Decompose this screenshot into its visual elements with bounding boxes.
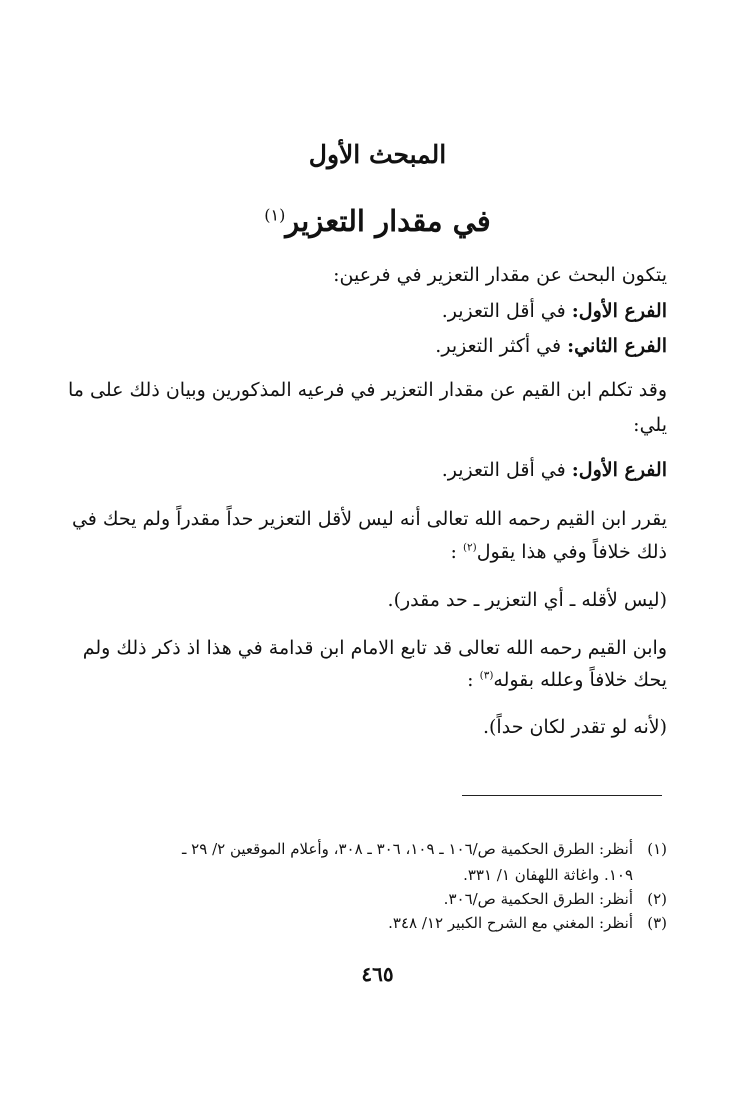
paragraph-3-line-2 <box>467 669 667 691</box>
chapter-subtitle <box>0 204 755 238</box>
branch-label: الفرع الأول: <box>571 459 667 481</box>
colon: : <box>467 669 474 691</box>
footnote-text: أنظر: المغني مع الشرح الكبير ١٢/ ٣٤٨. <box>388 914 633 932</box>
paragraph-3-line-1: وابن القيم رحمه الله تعالى قد تابع الامام ابن قدامة في هذا اذ ذكر ذلك ولم <box>82 637 667 659</box>
footnote-number: (٢) <box>647 890 667 908</box>
quote-2: (لأنه لو تقدر لكان حداً). <box>482 716 667 738</box>
footnote-number: (٣) <box>647 914 667 932</box>
footnote-2 <box>444 890 667 908</box>
footnote-divider <box>462 795 662 796</box>
branch-label: الفرع الثاني: <box>567 335 667 357</box>
paragraph-text: ذلك خلافاً وفي هذا يقول <box>476 541 667 563</box>
paragraph-2-line-1: يقرر ابن القيم رحمه الله تعالى أنه ليس لأقل التعزير حداً مقدراً ولم يحك في <box>71 508 667 530</box>
branch-item-2 <box>435 335 667 357</box>
section-title: المبحث الأول <box>308 140 447 169</box>
intro-line: يتكون البحث عن مقدار التعزير في فرعين: <box>333 264 667 286</box>
footnote-number: (١) <box>647 840 667 858</box>
footnote-text: أنظر: الطرق الحكمية ص/١٠٦ ـ ١٠٩، ٣٠٦ ـ ٣٠٨، وأعلام الموقعين ٢/ ٢٩ ـ <box>182 840 633 858</box>
subtitle-text: في مقدار التعزير <box>285 204 491 238</box>
footnote-ref-1: (١) <box>264 205 286 225</box>
footnote-1-line-2: ١٠٩. واغاثة اللهفان ١/ ٣٣١. <box>463 866 633 884</box>
branch-label: الفرع الأول: <box>571 300 667 322</box>
branch-text: في أقل التعزير. <box>441 459 566 481</box>
footnote-text: أنظر: الطرق الحكمية ص/٣٠٦. <box>443 890 633 908</box>
quote-1: (ليس لأقله ـ أي التعزير ـ حد مقدر). <box>387 589 667 611</box>
footnote-3 <box>388 914 667 932</box>
paragraph-2-line-2 <box>451 541 667 563</box>
paragraph-1-line-1: وقد تكلم ابن القيم عن مقدار التعزير في فرعيه المذكورين وبيان ذلك على ما <box>68 379 667 401</box>
footnote-1-line-1 <box>182 840 667 858</box>
branch-text: في أكثر التعزير. <box>435 335 562 357</box>
paragraph-1-line-2: يلي: <box>633 414 667 436</box>
colon: : <box>450 541 457 563</box>
branch-heading <box>442 459 667 481</box>
branch-item-1 <box>442 300 667 322</box>
branch-text: في أقل التعزير. <box>441 300 566 322</box>
page-number: ٤٦٥ <box>361 962 394 986</box>
footnote-ref-3: (٣) <box>479 669 494 682</box>
paragraph-text: يحك خلافاً وعلله بقوله <box>493 669 667 691</box>
footnote-ref-2: (٢) <box>462 541 477 554</box>
